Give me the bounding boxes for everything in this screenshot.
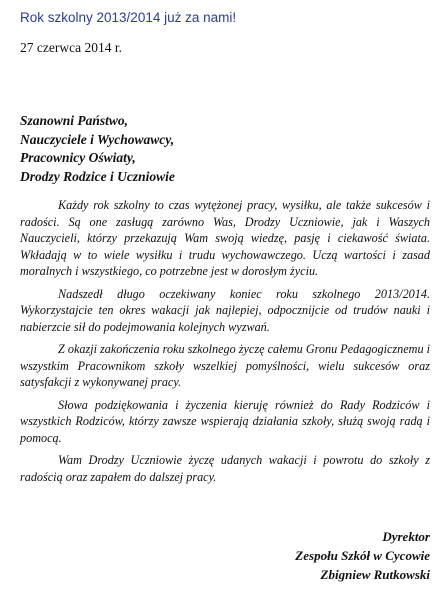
letter-body xyxy=(20,197,430,491)
body-paragraph: Wam Drodzy Uczniowie życzę udanych wakacji i powrotu do szkoły z radością oraz zapałem do dalszej pracy. xyxy=(20,453,430,484)
salutation-line: Nauczyciele i Wychowawcy, xyxy=(20,131,175,147)
body-paragraph: Słowa podziękowania i życzenia kieruję również do Rady Rodziców i wszystkich Rodziców, którzy zawsze wspierają działania szkoły, służą swoją radą i pomocą. xyxy=(20,397,430,445)
salutation-line: Drodzy Rodzice i Uczniowie xyxy=(20,168,175,184)
signature-line: Dyrektor xyxy=(382,529,430,544)
signature-line: Zbigniew Rutkowski xyxy=(320,567,430,582)
salutation-line: Szanowni Państwo, xyxy=(20,113,129,128)
salutation xyxy=(20,112,175,186)
letter-date: 27 czerwca 2014 r. xyxy=(20,40,122,55)
signature-block xyxy=(295,527,430,584)
page-title: Rok szkolny 2013/2014 już za nami! xyxy=(20,10,237,25)
body-paragraph: Nadszedł długo oczekiwany koniec roku szkolnego 2013/2014. Wykorzystajcie ten okres wakacji jak najlepiej, odpocznijcie od trudów nauki i nabierzcie sił do podejmowania kolejnych wyzwań. xyxy=(20,286,430,334)
body-paragraph: Każdy rok szkolny to czas wytężonej pracy, wysiłku, ale także sukcesów i radości. Są one zasługą zarówno Was, Drodzy Uczniowie, jak i Waszych Nauczycieli, którzy przekazują Wam swoją wiedzę, pasję i ciekawość świata. Wkładają w to wiele wysiłku i trudu wychowawczego. Uczą wartości i zasad moralnych i wszystkiego, co potrzebne jest w dorosłym życiu. xyxy=(20,198,430,278)
salutation-line: Pracownicy Oświaty, xyxy=(20,150,136,165)
signature-line: Zespołu Szkół w Cycowie xyxy=(295,548,430,563)
body-paragraph: Z okazji zakończenia roku szkolnego życzę całemu Gronu Pedagogicznemu i wszystkim Pracownikom szkoły wszelkiej pomyślności, wielu sukcesów oraz satysfakcji z wykonywanej pracy. xyxy=(20,342,430,389)
